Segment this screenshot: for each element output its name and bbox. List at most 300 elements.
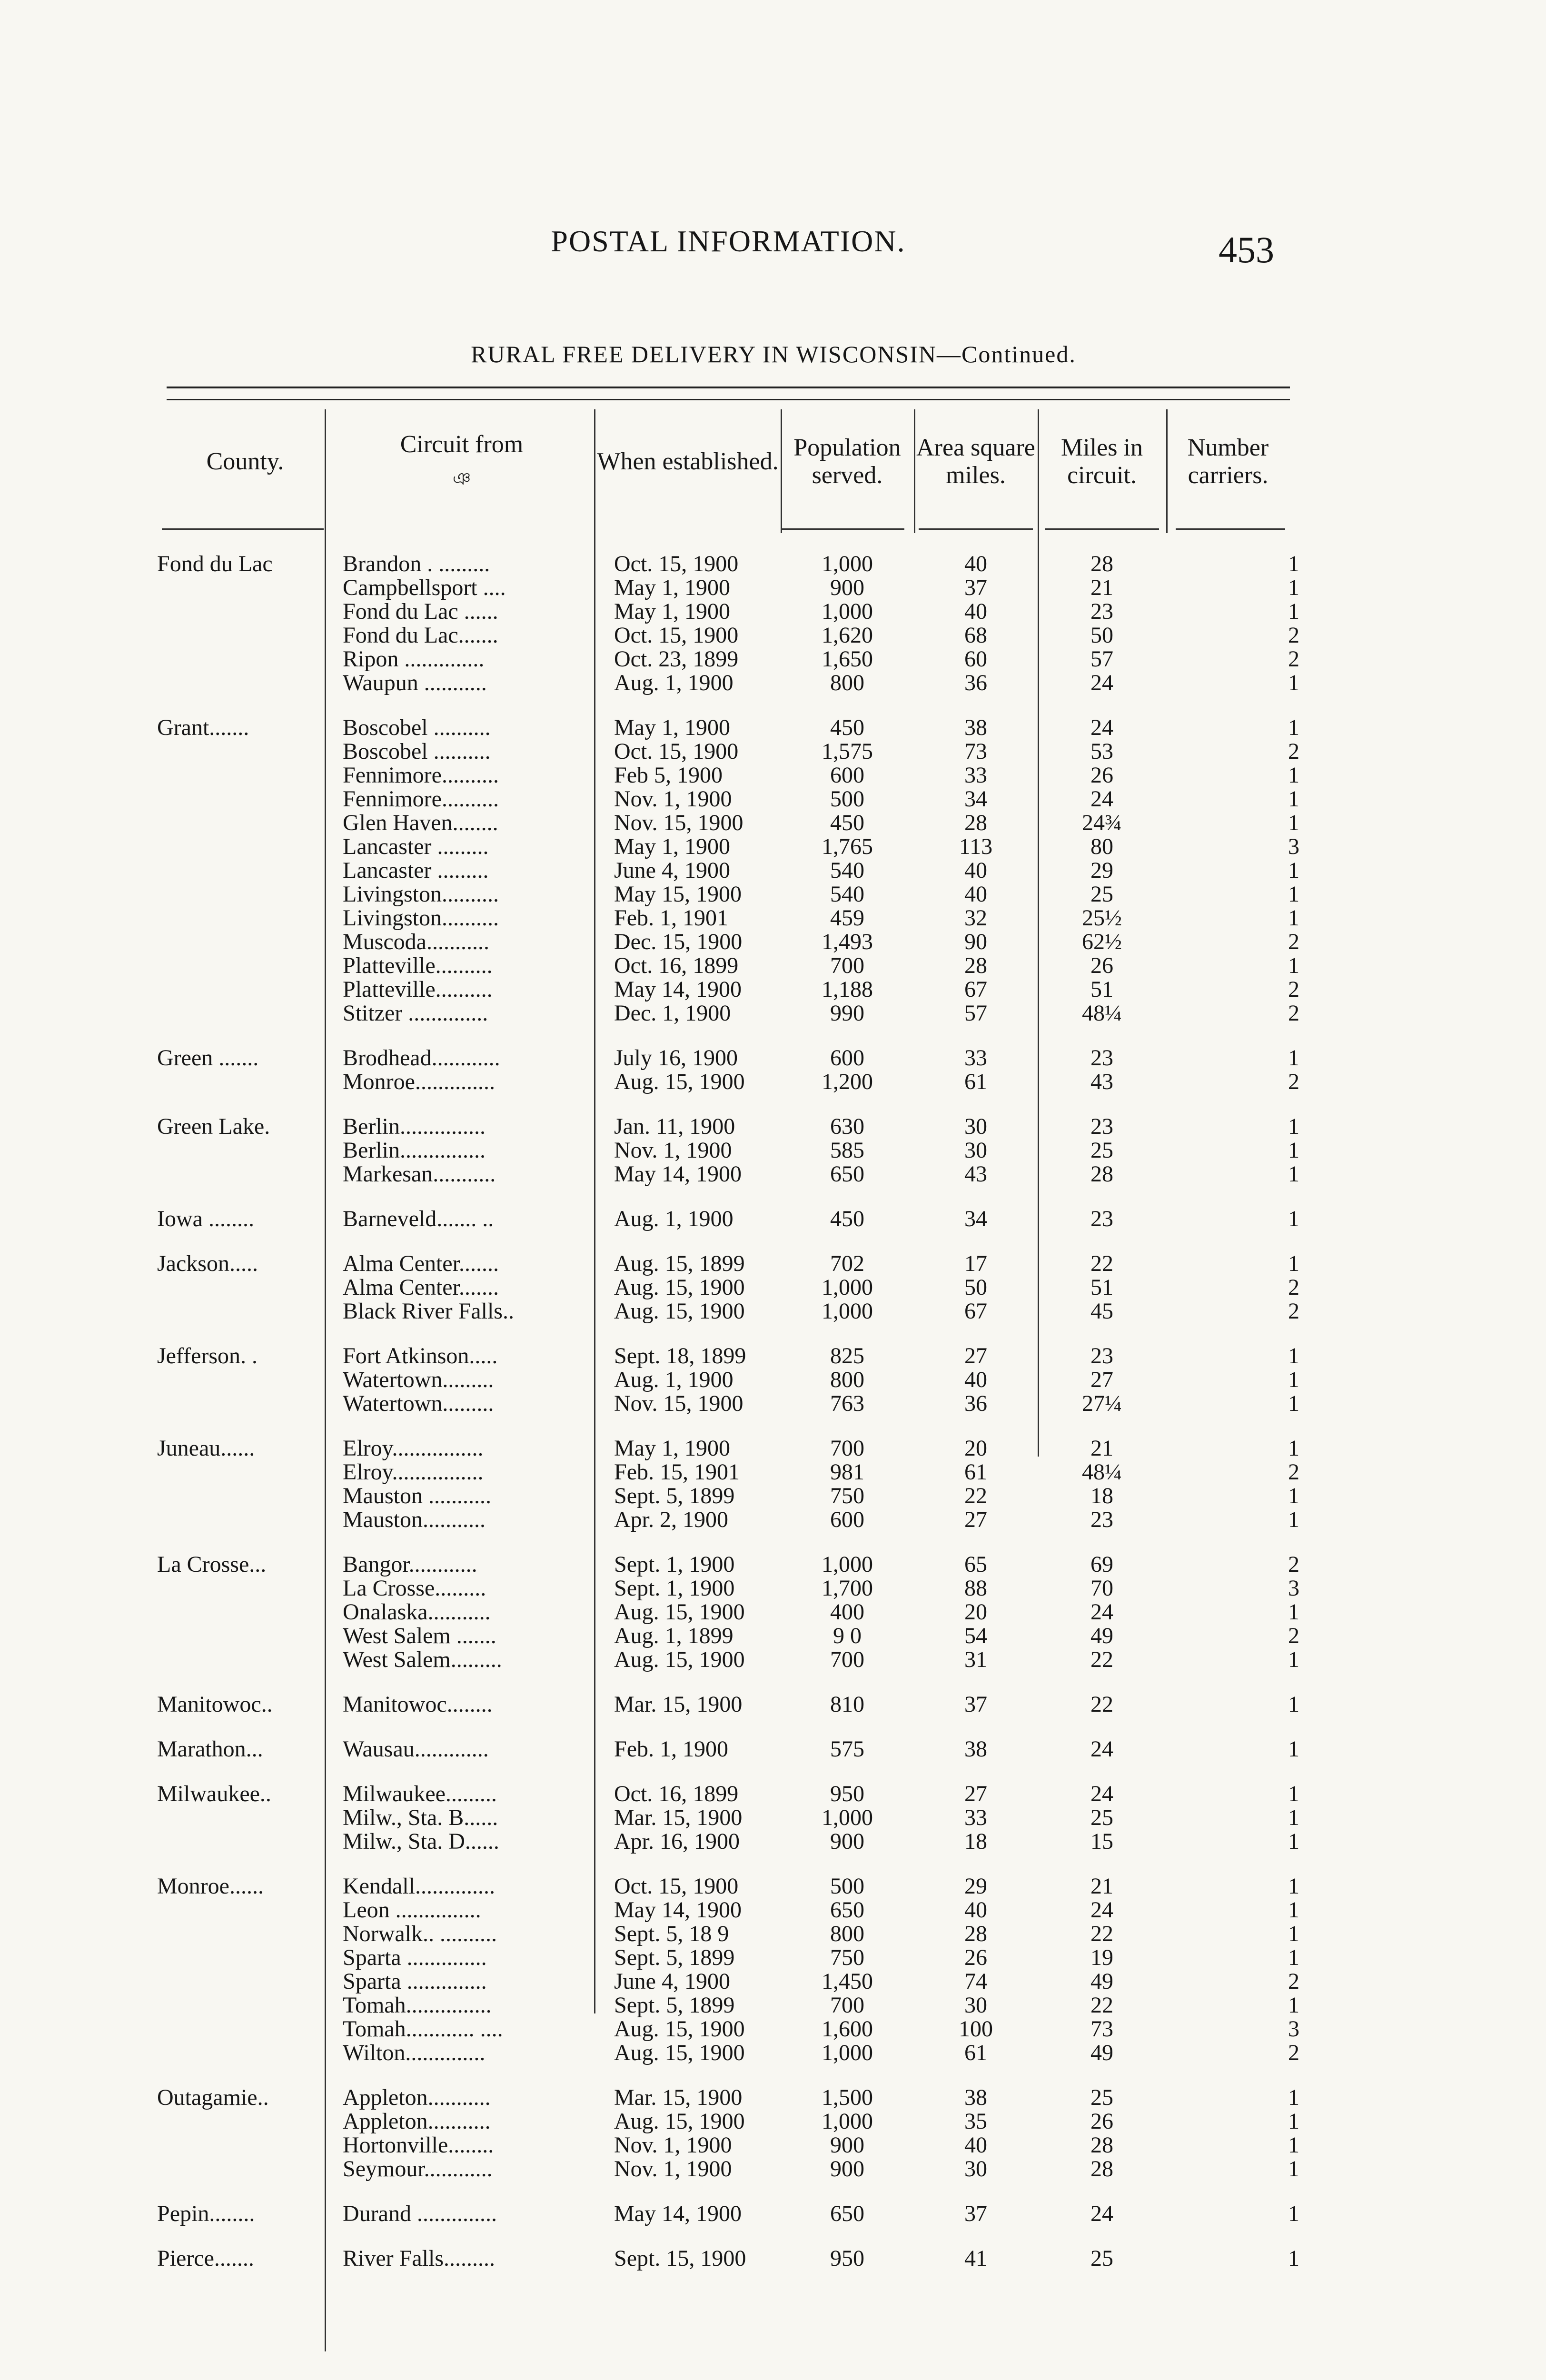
population-cell: 900 [830, 1829, 864, 1854]
table-row [138, 859, 1314, 883]
population-cell: 700 [830, 1993, 864, 2018]
population-cell: 9 0 [833, 1623, 862, 1648]
table-row [138, 1207, 1314, 1231]
county-group [138, 1252, 1314, 1323]
circuit-cell: Monroe.............. [343, 1070, 495, 1094]
population-cell: 810 [830, 1692, 864, 1717]
circuit-cell: Seymour............ [343, 2157, 493, 2181]
population-cell: 1,000 [822, 1299, 873, 1324]
miles-cell: 24 [1090, 1599, 1113, 1625]
population-cell: 500 [830, 1874, 864, 1899]
county-group [138, 2247, 1314, 2271]
area-cell: 17 [964, 1251, 987, 1276]
county-group [138, 716, 1314, 1025]
population-cell: 400 [830, 1599, 864, 1625]
established-cell: Sept. 5, 1899 [614, 1483, 735, 1508]
area-cell: 68 [964, 623, 987, 648]
population-cell: 1,650 [822, 646, 873, 672]
table-row [138, 883, 1314, 906]
established-cell: Dec. 1, 1900 [614, 1001, 731, 1026]
miles-cell: 23 [1090, 599, 1113, 624]
established-cell: Mar. 15, 1900 [614, 1805, 743, 1830]
table-row [138, 930, 1314, 954]
circuit-cell: Sparta .............. [343, 1946, 487, 1970]
carriers-cell: 3 [1288, 834, 1299, 859]
population-cell: 1,000 [822, 2109, 873, 2134]
table-row [138, 1392, 1314, 1416]
area-cell: 33 [964, 763, 987, 788]
column-header-area: Area square miles. [916, 434, 1035, 489]
population-cell: 1,000 [822, 599, 873, 624]
carriers-cell: 2 [1288, 1552, 1299, 1577]
population-cell: 575 [830, 1736, 864, 1762]
established-cell: May 1, 1900 [614, 575, 730, 600]
carriers-cell: 3 [1288, 2016, 1299, 2042]
circuit-cell: Boscobel .......... [343, 716, 491, 740]
table-row [138, 576, 1314, 600]
circuit-cell: Appleton........... [343, 2086, 491, 2110]
table-row [138, 1693, 1314, 1716]
area-cell: 34 [964, 786, 987, 812]
established-cell: Feb. 1, 1900 [614, 1736, 728, 1762]
carriers-cell: 1 [1288, 1805, 1299, 1830]
population-cell: 650 [830, 1897, 864, 1923]
carriers-cell: 3 [1288, 1576, 1299, 1601]
established-cell: May 14, 1900 [614, 1161, 742, 1187]
area-cell: 27 [964, 1507, 987, 1532]
population-cell: 459 [830, 905, 864, 931]
area-cell: 22 [964, 1483, 987, 1508]
county-cell: Juneau...... [157, 1436, 255, 1461]
established-cell: Sept. 5, 18 9 [614, 1921, 729, 1946]
established-cell: May 1, 1900 [614, 834, 730, 859]
area-cell: 57 [964, 1001, 987, 1026]
area-cell: 88 [964, 1576, 987, 1601]
carriers-cell: 2 [1288, 1001, 1299, 1026]
circuit-cell: Tomah............... [343, 1993, 492, 2017]
established-cell: Sept. 5, 1899 [614, 1993, 735, 2018]
carriers-cell: 1 [1288, 1138, 1299, 1163]
established-cell: May 1, 1900 [614, 599, 730, 624]
area-cell: 38 [964, 2085, 987, 2110]
header-underline-carriers [1176, 528, 1285, 530]
population-cell: 1,575 [822, 739, 873, 764]
area-cell: 41 [964, 2246, 987, 2271]
circuit-cell: Platteville.......... [343, 954, 493, 978]
miles-cell: 25 [1090, 1805, 1113, 1830]
county-group [138, 1437, 1314, 1532]
circuit-cell: Onalaska........... [343, 1600, 491, 1624]
miles-cell: 26 [1090, 2109, 1113, 2134]
circuit-cell: Berlin............... [343, 1139, 486, 1162]
carriers-cell: 1 [1288, 1921, 1299, 1946]
area-cell: 67 [964, 1299, 987, 1324]
header-underline-miles [1045, 528, 1159, 530]
area-cell: 31 [964, 1647, 987, 1672]
area-cell: 50 [964, 1275, 987, 1300]
carriers-cell: 1 [1288, 786, 1299, 812]
established-cell: Apr. 2, 1900 [614, 1507, 728, 1532]
circuit-cell: Mauston........... [343, 1508, 486, 1532]
miles-cell: 70 [1090, 1576, 1113, 1601]
established-cell: Aug. 15, 1900 [614, 1069, 745, 1094]
miles-cell: 23 [1090, 1507, 1113, 1532]
circuit-cell: Ripon .............. [343, 647, 485, 671]
table-row [138, 2157, 1314, 2181]
miles-cell: 23 [1090, 1045, 1113, 1071]
circuit-cell: Lancaster ......... [343, 835, 489, 859]
carriers-cell: 1 [1288, 1507, 1299, 1532]
carriers-cell: 1 [1288, 1599, 1299, 1625]
circuit-cell: Muscoda........... [343, 930, 489, 954]
area-cell: 30 [964, 1138, 987, 1163]
carriers-cell: 1 [1288, 2109, 1299, 2134]
population-cell: 650 [830, 1161, 864, 1187]
population-cell: 1,000 [822, 1805, 873, 1830]
area-cell: 34 [964, 1206, 987, 1231]
population-cell: 1,000 [822, 551, 873, 576]
carriers-cell: 1 [1288, 1781, 1299, 1806]
area-cell: 38 [964, 715, 987, 740]
population-cell: 585 [830, 1138, 864, 1163]
table-row [138, 1782, 1314, 1806]
miles-cell: 19 [1090, 1945, 1113, 1970]
miles-cell: 26 [1090, 953, 1113, 978]
population-cell: 750 [830, 1945, 864, 1970]
established-cell: Mar. 15, 1900 [614, 2085, 743, 2110]
population-cell: 1,000 [822, 1275, 873, 1300]
county-group [138, 1782, 1314, 1854]
established-cell: Aug. 15, 1900 [614, 2040, 745, 2065]
county-cell: Iowa ........ [157, 1206, 254, 1231]
circuit-cell: Watertown......... [343, 1368, 494, 1392]
population-cell: 1,000 [822, 2040, 873, 2065]
miles-cell: 62½ [1082, 929, 1122, 954]
established-cell: June 4, 1900 [614, 858, 730, 883]
population-cell: 500 [830, 786, 864, 812]
miles-cell: 21 [1090, 1874, 1113, 1899]
population-cell: 702 [830, 1251, 864, 1276]
table-row [138, 978, 1314, 1002]
circuit-cell: Boscobel .......... [343, 740, 491, 764]
area-cell: 73 [964, 739, 987, 764]
table-row [138, 1002, 1314, 1025]
established-cell: Aug. 1, 1900 [614, 1367, 733, 1392]
miles-cell: 25½ [1082, 905, 1122, 931]
carriers-cell: 1 [1288, 1874, 1299, 1899]
carriers-cell: 1 [1288, 599, 1299, 624]
area-cell: 40 [964, 1897, 987, 1923]
header-underline-population [781, 528, 904, 530]
circuit-cell: Markesan........... [343, 1162, 496, 1186]
table-row [138, 2202, 1314, 2226]
established-cell: June 4, 1900 [614, 1969, 730, 1994]
county-group [138, 1046, 1314, 1094]
county-cell: Green ....... [157, 1045, 259, 1071]
miles-cell: 27 [1090, 1367, 1113, 1392]
carriers-cell: 1 [1288, 2132, 1299, 2158]
population-cell: 700 [830, 1647, 864, 1672]
table-row [138, 811, 1314, 835]
table-row [138, 1970, 1314, 1993]
column-header-circuit-mark: ঞ [452, 469, 471, 488]
circuit-cell: Platteville.......... [343, 978, 493, 1002]
miles-cell: 22 [1090, 1647, 1113, 1672]
circuit-cell: Alma Center....... [343, 1276, 499, 1299]
table-row [138, 1162, 1314, 1186]
area-cell: 100 [959, 2016, 993, 2042]
county-cell: Outagamie.. [157, 2085, 269, 2110]
population-cell: 1,493 [822, 929, 873, 954]
established-cell: Aug. 15, 1900 [614, 1299, 745, 1324]
county-cell: Pepin........ [157, 2201, 255, 2226]
table-row [138, 1276, 1314, 1299]
circuit-cell: Campbellsport .... [343, 576, 506, 600]
table-row [138, 1648, 1314, 1672]
circuit-cell: La Crosse......... [343, 1577, 486, 1600]
miles-cell: 48¼ [1082, 1459, 1122, 1485]
established-cell: Sept. 15, 1900 [614, 2246, 746, 2271]
circuit-cell: River Falls......... [343, 2247, 495, 2271]
miles-cell: 23 [1090, 1114, 1113, 1139]
established-cell: Nov. 1, 1900 [614, 2156, 732, 2182]
miles-cell: 21 [1090, 1436, 1113, 1461]
circuit-cell: Sparta .............. [343, 1970, 487, 1993]
table-row [138, 1139, 1314, 1162]
established-cell: Aug. 15, 1900 [614, 2016, 745, 2042]
population-cell: 1,450 [822, 1969, 873, 1994]
carriers-cell: 2 [1288, 1623, 1299, 1648]
county-cell: Manitowoc.. [157, 1692, 273, 1717]
carriers-cell: 1 [1288, 2201, 1299, 2226]
carriers-cell: 1 [1288, 1045, 1299, 1071]
top-double-rule-lower [167, 399, 1290, 400]
miles-cell: 29 [1090, 858, 1113, 883]
county-group [138, 2202, 1314, 2226]
column-header-circuit [328, 416, 595, 507]
table-row [138, 2247, 1314, 2271]
carriers-cell: 1 [1288, 858, 1299, 883]
column-header-miles: Miles in circuit. [1061, 434, 1143, 489]
miles-cell: 28 [1090, 2156, 1113, 2182]
miles-cell: 24 [1090, 786, 1113, 812]
population-cell: 650 [830, 2201, 864, 2226]
county-group [138, 2086, 1314, 2181]
circuit-cell: Watertown......... [343, 1392, 494, 1416]
miles-cell: 23 [1090, 1343, 1113, 1368]
area-cell: 28 [964, 1921, 987, 1946]
carriers-cell: 1 [1288, 953, 1299, 978]
table-row [138, 1946, 1314, 1970]
county-group [138, 552, 1314, 695]
established-cell: Oct. 15, 1900 [614, 1874, 739, 1899]
carriers-cell: 1 [1288, 1736, 1299, 1762]
established-cell: Sept. 18, 1899 [614, 1343, 746, 1368]
table-row [138, 906, 1314, 930]
miles-cell: 28 [1090, 1161, 1113, 1187]
miles-cell: 51 [1090, 1275, 1113, 1300]
carriers-cell: 2 [1288, 1069, 1299, 1094]
established-cell: Jan. 11, 1900 [614, 1114, 735, 1139]
population-cell: 1,620 [822, 623, 873, 648]
table-row [138, 1922, 1314, 1946]
area-cell: 67 [964, 977, 987, 1002]
population-cell: 900 [830, 575, 864, 600]
population-cell: 981 [830, 1459, 864, 1485]
established-cell: Feb. 1, 1901 [614, 905, 728, 931]
carriers-cell: 1 [1288, 1897, 1299, 1923]
county-cell: Jackson..... [157, 1251, 258, 1276]
county-cell: Pierce....... [157, 2246, 254, 2271]
county-group [138, 1737, 1314, 1761]
established-cell: May 1, 1900 [614, 1436, 730, 1461]
table-row [138, 1508, 1314, 1532]
carriers-cell: 1 [1288, 1367, 1299, 1392]
circuit-cell: Livingston.......... [343, 883, 499, 906]
established-cell: Mar. 15, 1900 [614, 1692, 743, 1717]
carriers-cell: 2 [1288, 739, 1299, 764]
miles-cell: 18 [1090, 1483, 1113, 1508]
population-cell: 950 [830, 2246, 864, 2271]
carriers-cell: 2 [1288, 2040, 1299, 2065]
area-cell: 30 [964, 1993, 987, 2018]
area-cell: 30 [964, 2156, 987, 2182]
area-cell: 61 [964, 1069, 987, 1094]
column-header-population: Population served. [793, 434, 901, 489]
county-group [138, 1553, 1314, 1672]
table-row [138, 1624, 1314, 1648]
circuit-cell: Fond du Lac....... [343, 624, 498, 647]
miles-cell: 22 [1090, 1692, 1113, 1717]
table-row [138, 647, 1314, 671]
table-row [138, 1874, 1314, 1898]
table-row [138, 2041, 1314, 2065]
circuit-cell: Elroy................ [343, 1437, 484, 1460]
area-cell: 32 [964, 905, 987, 931]
table-row [138, 954, 1314, 978]
table-row [138, 2133, 1314, 2157]
table-row [138, 624, 1314, 647]
area-cell: 43 [964, 1161, 987, 1187]
circuit-cell: Appleton........... [343, 2110, 491, 2133]
established-cell: Aug. 15, 1900 [614, 1647, 745, 1672]
circuit-cell: Brodhead............ [343, 1046, 500, 1070]
table-row [138, 1806, 1314, 1830]
carriers-cell: 1 [1288, 1692, 1299, 1717]
population-cell: 1,188 [822, 977, 873, 1002]
area-cell: 65 [964, 1552, 987, 1577]
carriers-cell: 1 [1288, 1251, 1299, 1276]
population-cell: 450 [830, 715, 864, 740]
table-row [138, 1046, 1314, 1070]
circuit-cell: Durand .............. [343, 2202, 497, 2226]
established-cell: May 14, 1900 [614, 2201, 742, 2226]
carriers-cell: 1 [1288, 905, 1299, 931]
established-cell: Dec. 15, 1900 [614, 929, 743, 954]
established-cell: Nov. 1, 1900 [614, 786, 732, 812]
circuit-cell: Bangor............ [343, 1553, 477, 1577]
table-row [138, 1252, 1314, 1276]
carriers-cell: 1 [1288, 882, 1299, 907]
circuit-cell: Fennimore.......... [343, 787, 499, 811]
circuit-cell: Barneveld....... .. [343, 1207, 494, 1231]
carriers-cell: 1 [1288, 763, 1299, 788]
carriers-cell: 1 [1288, 1161, 1299, 1187]
area-cell: 20 [964, 1599, 987, 1625]
circuit-cell: Black River Falls.. [343, 1299, 514, 1323]
area-cell: 36 [964, 1391, 987, 1416]
county-group [138, 1693, 1314, 1716]
population-cell: 990 [830, 1001, 864, 1026]
column-divider-3 [781, 409, 782, 533]
county-group [138, 1874, 1314, 2065]
table-row [138, 740, 1314, 764]
table-title: RURAL FREE DELIVERY IN WISCONSIN—Continued. [471, 341, 1076, 367]
miles-cell: 24 [1090, 715, 1113, 740]
carriers-cell: 2 [1288, 646, 1299, 672]
carriers-cell: 1 [1288, 1343, 1299, 1368]
county-group [138, 1344, 1314, 1416]
table-row [138, 1553, 1314, 1577]
carriers-cell: 1 [1288, 715, 1299, 740]
column-divider-6 [1166, 409, 1168, 533]
table-row [138, 671, 1314, 695]
circuit-cell: Wausau............. [343, 1737, 489, 1761]
population-cell: 800 [830, 670, 864, 695]
table-row [138, 600, 1314, 624]
area-cell: 37 [964, 2201, 987, 2226]
established-cell: Aug. 1, 1900 [614, 1206, 733, 1231]
established-cell: May 14, 1900 [614, 1897, 742, 1923]
population-cell: 900 [830, 2132, 864, 2158]
population-cell: 825 [830, 1343, 864, 1368]
population-cell: 600 [830, 1507, 864, 1532]
county-cell: Monroe...... [157, 1874, 264, 1899]
established-cell: Aug. 1, 1900 [614, 670, 733, 695]
circuit-cell: Manitowoc........ [343, 1693, 493, 1716]
population-cell: 600 [830, 763, 864, 788]
established-cell: May 1, 1900 [614, 715, 730, 740]
area-cell: 40 [964, 858, 987, 883]
population-cell: 1,200 [822, 1069, 873, 1094]
area-cell: 35 [964, 2109, 987, 2134]
area-cell: 37 [964, 1692, 987, 1717]
established-cell: Aug. 15, 1900 [614, 1599, 745, 1625]
circuit-cell: Alma Center....... [343, 1252, 499, 1276]
column-divider-4 [914, 409, 915, 533]
population-cell: 1,765 [822, 834, 873, 859]
established-cell: Feb. 15, 1901 [614, 1459, 740, 1485]
circuit-cell: Waupun ........... [343, 671, 487, 695]
miles-cell: 25 [1090, 1138, 1113, 1163]
miles-cell: 49 [1090, 1623, 1113, 1648]
established-cell: Aug. 15, 1900 [614, 2109, 745, 2134]
table-row [138, 1344, 1314, 1368]
carriers-cell: 1 [1288, 2246, 1299, 2271]
miles-cell: 49 [1090, 1969, 1113, 1994]
area-cell: 60 [964, 646, 987, 672]
area-cell: 20 [964, 1436, 987, 1461]
carriers-cell: 1 [1288, 1436, 1299, 1461]
rural-delivery-table [138, 552, 1314, 2291]
miles-cell: 45 [1090, 1299, 1113, 1324]
circuit-cell: Stitzer .............. [343, 1002, 488, 1025]
page-number: 453 [1219, 229, 1274, 270]
table-row [138, 1993, 1314, 2017]
column-header-county: County. [206, 448, 284, 475]
population-cell: 1,000 [822, 1552, 873, 1577]
county-cell: Milwaukee.. [157, 1781, 271, 1806]
